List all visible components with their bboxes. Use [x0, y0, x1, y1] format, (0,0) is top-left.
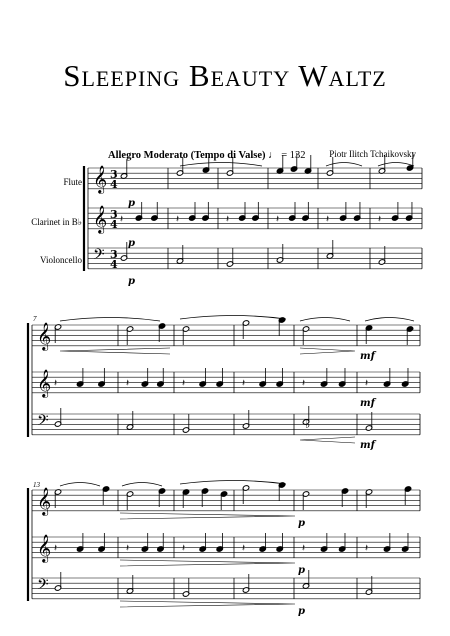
slur [180, 481, 286, 485]
bass-clef-icon: 𝄢 [93, 246, 105, 267]
dynamic-mf: mf [360, 440, 375, 451]
diminuendo-hairpin [120, 513, 295, 519]
quarter-rest: 𝄽 [365, 378, 369, 389]
quarter-rest: 𝄽 [120, 214, 124, 225]
slur [180, 163, 262, 167]
clarinet-staff [32, 537, 420, 558]
dynamic-p: p [128, 198, 135, 209]
cello-staff [88, 248, 422, 269]
quarter-rest: 𝄽 [182, 378, 186, 389]
instrument-label-cello: Violoncello [40, 255, 82, 265]
quarter-rest: 𝄽 [54, 378, 58, 389]
time-signature-denominator: 4 [110, 218, 118, 231]
treble-clef-icon: 𝄞 [37, 534, 52, 562]
time-signature-numerator: 3 [110, 248, 118, 261]
quarter-rest: 𝄽 [54, 543, 58, 554]
quarter-rest: 𝄽 [126, 543, 130, 554]
treble-clef-icon: 𝄞 [93, 165, 108, 193]
measure-number-7: 7 [33, 315, 37, 323]
quarter-rest: 𝄽 [302, 543, 306, 554]
dynamic-p: p [298, 565, 305, 576]
slur [365, 318, 414, 322]
crescendo-hairpin [300, 437, 355, 443]
slur [300, 318, 350, 322]
quarter-rest: 𝄽 [302, 378, 306, 389]
dynamic-mf: mf [360, 398, 375, 409]
cello-staff [32, 578, 420, 599]
time-signature-denominator: 4 [110, 178, 118, 191]
staff-systems [28, 152, 422, 617]
diminuendo-hairpin [120, 601, 295, 607]
diminuendo-hairpin [120, 560, 295, 566]
metronome-mark: ♩ = 132 [268, 150, 306, 161]
quarter-rest: 𝄽 [276, 214, 280, 225]
slur [60, 318, 160, 322]
treble-clef-icon: 𝄞 [37, 369, 52, 397]
dynamic-p: p [298, 606, 305, 617]
time-signature-numerator: 3 [110, 168, 118, 181]
flute-staff [88, 168, 422, 189]
treble-clef-icon: 𝄞 [37, 322, 52, 350]
tempo-text: Allegro Moderato (Tempo di Valse) [108, 150, 266, 161]
bass-clef-icon: 𝄢 [37, 412, 49, 433]
measure-number-13: 13 [33, 481, 40, 489]
time-signature-denominator: 4 [110, 258, 118, 271]
quarter-rest: 𝄽 [182, 543, 186, 554]
cello-staff [32, 414, 420, 435]
quarter-rest: 𝄽 [176, 214, 180, 225]
instrument-label-clarinet: Clarinet in B♭ [31, 217, 82, 227]
slur [180, 316, 286, 320]
treble-clef-icon: 𝄞 [93, 205, 108, 233]
dynamic-mf: mf [360, 351, 375, 362]
dynamic-p: p [128, 238, 135, 249]
bass-clef-icon: 𝄢 [37, 576, 49, 597]
quarter-rest: 𝄽 [326, 214, 330, 225]
slur [326, 163, 362, 167]
treble-clef-icon: 𝄞 [37, 487, 52, 515]
dynamic-p: p [128, 276, 135, 287]
slur [378, 163, 414, 167]
quarter-rest: 𝄽 [242, 543, 246, 554]
crescendo-hairpin [60, 348, 170, 354]
clarinet-staff [32, 372, 420, 393]
slur [122, 483, 162, 487]
flute-staff [32, 325, 420, 346]
instrument-label-flute: Flute [63, 177, 82, 187]
diminuendo-hairpin [300, 348, 355, 354]
flat-accidental: ♭ [305, 418, 311, 431]
quarter-rest: 𝄽 [126, 378, 130, 389]
quarter-rest: 𝄽 [242, 378, 246, 389]
score-title: Sleeping Beauty Waltz [63, 58, 387, 93]
quarter-rest: 𝄽 [378, 214, 382, 225]
slur [60, 483, 100, 487]
quarter-rest: 𝄽 [226, 214, 230, 225]
composer-name: Piotr Ilitch Tchaikovsky [329, 149, 416, 159]
time-signature-numerator: 3 [110, 208, 118, 221]
dynamic-p: p [298, 518, 305, 529]
quarter-rest: 𝄽 [365, 543, 369, 554]
